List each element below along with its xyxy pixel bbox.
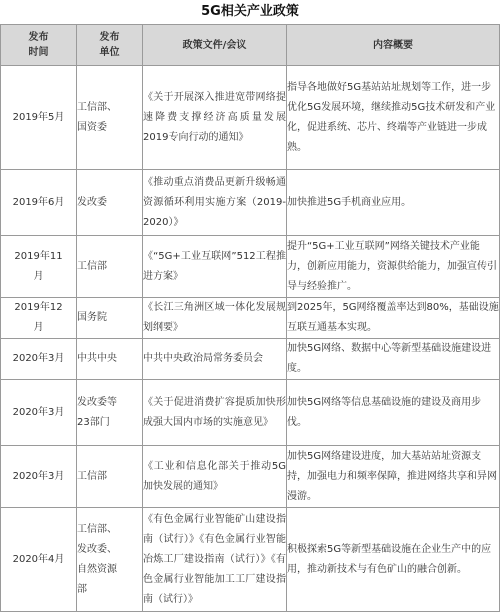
- cell-time: 2019年6月: [1, 170, 77, 236]
- cell-unit: 工信部、 发改委、 自然资源 部: [77, 508, 143, 612]
- page-title: 5G相关产业政策: [201, 4, 299, 19]
- cell-doc: 《长江三角洲区域一体化发展规划纲要》: [143, 298, 287, 339]
- header-unit: 发布 单位: [77, 25, 143, 66]
- header-content: 内容概要: [287, 25, 500, 66]
- cell-unit: 国务院: [77, 298, 143, 339]
- cell-content: 指导各地做好5G基站站址规划等工作，进一步优化5G发展环境，继续推动5G技术研发和产业化，促进系统、芯片、终端等产业链进一步成熟。: [287, 66, 500, 170]
- table-header-row: [1, 25, 500, 66]
- cell-doc: 《推动重点消费品更新升级畅通资源循环利用实施方案（2019-2020）》: [143, 170, 287, 236]
- cell-doc: 《有色金属行业智能矿山建设指南（试行）》《有色金属行业智能冶炼工厂建设指南（试行）》《有色金属行业智能加工工厂建设指南（试行）》: [143, 508, 287, 612]
- table-row: [1, 380, 500, 446]
- table-row: [1, 446, 500, 508]
- cell-unit: 发改委: [77, 170, 143, 236]
- cell-doc: 中共中央政治局常务委员会: [143, 339, 287, 380]
- cell-doc: 《关于促进消费扩容提质加快形成强大国内市场的实施意见》: [143, 380, 287, 446]
- cell-unit: 工信部: [77, 236, 143, 298]
- cell-content: 加快5G网络等信息基础设施的建设及商用步伐。: [287, 380, 500, 446]
- cell-unit: 工信部、 国资委: [77, 66, 143, 170]
- table-row: [1, 339, 500, 380]
- cell-time: 2019年11 月: [1, 236, 77, 298]
- cell-time: 2020年3月: [1, 339, 77, 380]
- cell-unit: 中共中央: [77, 339, 143, 380]
- cell-time: 2020年3月: [1, 380, 77, 446]
- cell-content: 加快5G网络、数据中心等新型基础设施建设进度。: [287, 339, 500, 380]
- cell-content: 加快5G网络建设进度，加大基站站址资源支持，加强电力和频率保障，推进网络共享和异网漫游。: [287, 446, 500, 508]
- table-row: [1, 170, 500, 236]
- cell-time: 2019年12 月: [1, 298, 77, 339]
- cell-content: 积极探索5G等新型基础设施在企业生产中的应用，推动新技术与有色矿山的融合创新。: [287, 508, 500, 612]
- cell-time: 2019年5月: [1, 66, 77, 170]
- cell-unit: 发改委等 23部门: [77, 380, 143, 446]
- table-row: [1, 508, 500, 612]
- cell-time: 2020年4月: [1, 508, 77, 612]
- cell-content: 到2025年，5G网络覆盖率达到80%，基础设施互联互通基本实现。: [287, 298, 500, 339]
- cell-doc: 《工业和信息化部关于推动5G加快发展的通知》: [143, 446, 287, 508]
- header-doc: 政策文件/会议: [143, 25, 287, 66]
- cell-doc: 《“5G+工业互联网”512工程推进方案》: [143, 236, 287, 298]
- table-row: [1, 298, 500, 339]
- cell-content: 提升“5G+工业互联网”网络关键技术产业能力，创新应用能力，资源供给能力，加强宣传引导与经验推广。: [287, 236, 500, 298]
- cell-content: 加快推进5G手机商业应用。: [287, 170, 500, 236]
- cell-time: 2020年3月: [1, 446, 77, 508]
- policy-table: [0, 24, 500, 612]
- table-row: [1, 236, 500, 298]
- header-time: 发布 时间: [1, 25, 77, 66]
- table-row: [1, 66, 500, 170]
- cell-unit: 工信部: [77, 446, 143, 508]
- cell-doc: 《关于开展深入推进宽带网络提速降费支撑经济高质量发展2019专向行动的通知》: [143, 66, 287, 170]
